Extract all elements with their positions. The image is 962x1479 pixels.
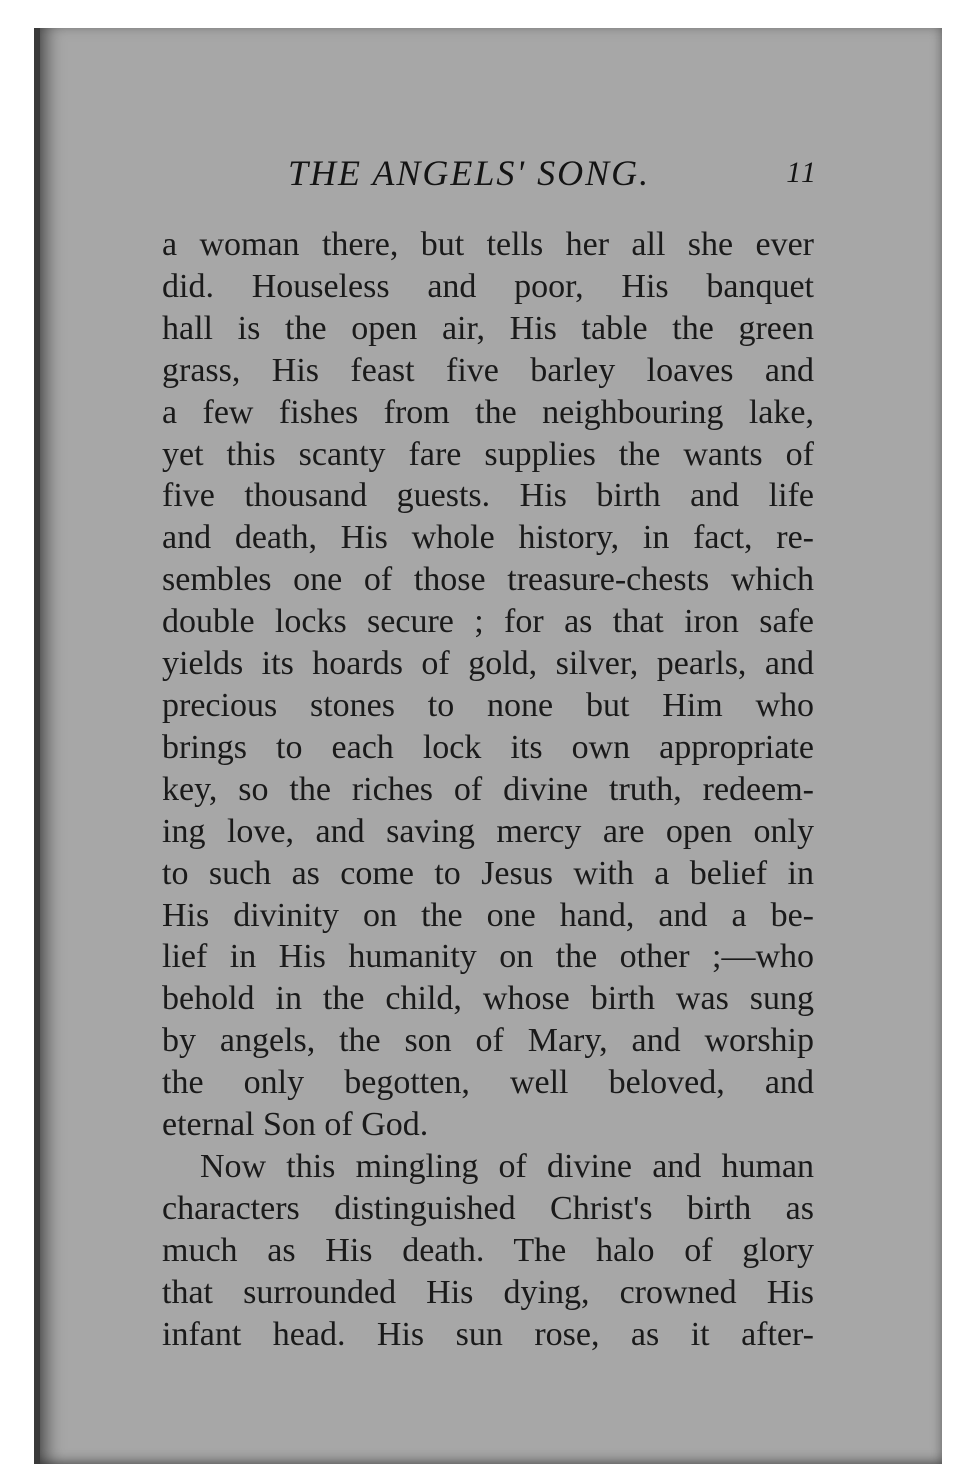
text-line: characters distinguished Christ's birth as — [162, 1189, 814, 1227]
text-line: His divinity on the one hand, and a be- — [162, 896, 814, 934]
text-line: lief in His humanity on the other ;—who — [162, 938, 814, 976]
paragraph-1 — [162, 224, 814, 1146]
text-line: a woman there, but tells her all she ever — [162, 226, 814, 263]
text-line: brings to each lock its own appropriate — [162, 728, 814, 766]
text-line: key, so the riches of divine truth, redeem- — [162, 770, 814, 808]
text-line: a few fishes from the neighbouring lake, — [162, 393, 814, 431]
text-line: eternal Son of God. — [162, 1106, 429, 1144]
text-line: infant head. His sun rose, as it after- — [162, 1315, 814, 1353]
text-line: and death, His whole history, in fact, re- — [162, 519, 814, 557]
page-header — [288, 152, 818, 196]
text-line: yet this scanty fare supplies the wants of — [162, 435, 814, 473]
text-line: double locks secure ; for as that iron safe — [162, 603, 814, 641]
text-line: behold in the child, whose birth was sung — [162, 980, 814, 1018]
text-line: that surrounded His dying, crowned His — [162, 1273, 814, 1311]
text-line: by angels, the son of Mary, and worship — [162, 1022, 814, 1060]
text-line: the only begotten, well beloved, and — [162, 1064, 814, 1102]
text-line: sembles one of those treasure-chests which — [162, 561, 814, 599]
text-line: to such as come to Jesus with a belief in — [162, 854, 814, 892]
text-line: hall is the open air, His table the green — [162, 309, 814, 347]
text-line: precious stones to none but Him who — [162, 686, 814, 724]
text-line: yields its hoards of gold, silver, pearls, and — [162, 645, 814, 683]
text-line: ing love, and saving mercy are open only — [162, 812, 814, 850]
text-line: grass, His feast five barley loaves and — [162, 351, 814, 389]
text-line: five thousand guests. His birth and life — [162, 477, 814, 515]
paragraph-2 — [162, 1146, 814, 1356]
page-number: 11 — [786, 156, 818, 189]
text-line: much as His death. The halo of glory — [162, 1231, 814, 1269]
running-title: THE ANGELS' SONG. — [288, 153, 651, 193]
text-line: did. Houseless and poor, His banquet — [162, 267, 814, 305]
body-text — [162, 224, 814, 1355]
text-line: Now this mingling of divine and human — [200, 1147, 814, 1185]
